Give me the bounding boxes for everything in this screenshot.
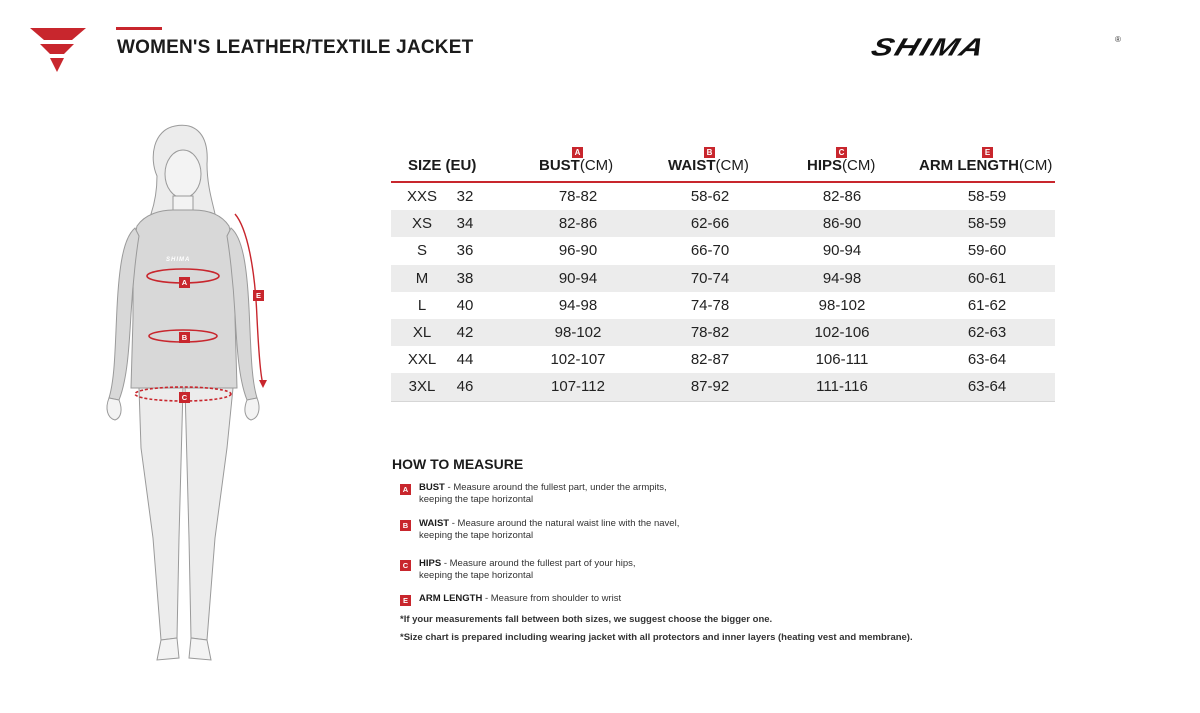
size-letter: XXS bbox=[406, 188, 437, 205]
measure-text-hips: HIPS - Measure around the fullest part of your hips, keeping the tape horizontal bbox=[419, 558, 636, 581]
measure-text-waist: WAIST - Measure around the natural waist line with the navel, keeping the tape horizontal bbox=[419, 518, 680, 541]
bust-value: 78-82 bbox=[558, 188, 598, 205]
brand-logo bbox=[867, 33, 1127, 66]
figure-marker-bust: A bbox=[179, 277, 190, 288]
column-header-arm-length: ARM LENGTH(CM) bbox=[919, 157, 1053, 174]
size-eu: 40 bbox=[456, 296, 474, 314]
hips-value: 102-106 bbox=[814, 323, 870, 341]
waist-value: 87-92 bbox=[690, 378, 730, 396]
table-row bbox=[391, 373, 1055, 401]
hips-value: 86-90 bbox=[822, 215, 862, 233]
table-row bbox=[391, 237, 1055, 264]
arm-length-value: 63-64 bbox=[967, 351, 1007, 369]
table-row bbox=[391, 265, 1055, 292]
size-eu: 38 bbox=[456, 269, 474, 287]
waist-value: 62-66 bbox=[690, 215, 730, 233]
size-chart-table bbox=[391, 135, 1055, 402]
brand-wordmark: SHIMA bbox=[867, 33, 991, 62]
bust-value: 94-98 bbox=[558, 296, 598, 314]
size-letter: 3XL bbox=[408, 378, 436, 396]
column-badge-bust: A bbox=[572, 147, 583, 158]
measure-text-arm-length: ARM LENGTH - Measure from shoulder to wrist bbox=[419, 593, 622, 604]
arm-length-value: 58-59 bbox=[967, 188, 1007, 205]
measure-text-bust: BUST - Measure around the fullest part, under the armpits, keeping the tape horizontal bbox=[419, 482, 667, 505]
arm-length-value: 60-61 bbox=[967, 269, 1007, 287]
waist-value: 82-87 bbox=[690, 351, 730, 369]
table-row bbox=[391, 346, 1055, 373]
bust-value: 90-94 bbox=[558, 269, 598, 287]
size-letter: XS bbox=[411, 215, 432, 233]
size-letter: L bbox=[417, 296, 427, 314]
measure-badge-waist: B bbox=[400, 520, 411, 531]
measure-badge-bust: A bbox=[400, 484, 411, 495]
column-badge-arm-length: E bbox=[982, 147, 993, 158]
size-eu: 46 bbox=[456, 378, 474, 396]
size-letter: S bbox=[416, 242, 427, 260]
arm-length-value: 62-63 bbox=[967, 323, 1007, 341]
figure-marker-waist: B bbox=[179, 332, 190, 343]
waist-value: 78-82 bbox=[690, 323, 730, 341]
brand-logo-mark-icon bbox=[30, 28, 88, 74]
figure-marker-hips: C bbox=[179, 392, 190, 403]
waist-value: 70-74 bbox=[690, 269, 730, 287]
hips-value: 94-98 bbox=[822, 269, 862, 287]
column-badge-hips: C bbox=[836, 147, 847, 158]
header-accent-line bbox=[116, 27, 162, 30]
size-eu: 42 bbox=[456, 323, 474, 341]
bust-value: 107-112 bbox=[551, 378, 605, 396]
bust-value: 82-86 bbox=[558, 215, 598, 233]
table-row bbox=[391, 319, 1055, 346]
size-letter: XXL bbox=[407, 351, 437, 369]
brand-registered-mark: ® bbox=[1115, 35, 1121, 44]
how-to-measure-title: HOW TO MEASURE bbox=[392, 456, 524, 472]
arm-length-value: 59-60 bbox=[967, 242, 1007, 260]
arm-length-value: 61-62 bbox=[967, 296, 1007, 314]
body-figure-illustration bbox=[95, 118, 295, 678]
column-header-hips: HIPS(CM) bbox=[807, 157, 876, 174]
hips-value: 82-86 bbox=[822, 188, 862, 205]
table-row bbox=[391, 292, 1055, 319]
column-header-bust: BUST(CM) bbox=[539, 157, 614, 174]
column-header-size: SIZE (EU) bbox=[408, 157, 477, 174]
table-header bbox=[391, 135, 1055, 183]
measure-badge-hips: C bbox=[400, 560, 411, 571]
size-eu: 36 bbox=[456, 242, 474, 260]
arm-length-value: 58-59 bbox=[967, 215, 1007, 233]
waist-value: 74-78 bbox=[690, 296, 730, 314]
waist-value: 58-62 bbox=[690, 188, 730, 205]
size-eu: 32 bbox=[456, 188, 474, 205]
hips-value: 98-102 bbox=[818, 296, 866, 314]
note-size-chart-layers: *Size chart is prepared including wearing jacket with all protectors and inner layers (heating vest and membrane). bbox=[400, 632, 913, 643]
figure-chest-logo: SHIMA bbox=[166, 257, 191, 263]
arm-length-value: 63-64 bbox=[967, 378, 1007, 396]
size-eu: 44 bbox=[456, 351, 474, 369]
column-header-waist: WAIST(CM) bbox=[668, 157, 749, 174]
table-row bbox=[391, 183, 1055, 210]
size-eu: 34 bbox=[456, 215, 474, 233]
table-row bbox=[391, 210, 1055, 237]
column-badge-waist: B bbox=[704, 147, 715, 158]
page-title: WOMEN'S LEATHER/TEXTILE JACKET bbox=[117, 37, 474, 58]
hips-value: 111-116 bbox=[816, 378, 868, 396]
hips-value: 90-94 bbox=[822, 242, 862, 260]
figure-marker-arm-length: E bbox=[253, 290, 264, 301]
note-between-sizes: *If your measurements fall between both sizes, we suggest choose the bigger one. bbox=[400, 614, 773, 625]
size-letter: M bbox=[415, 269, 429, 287]
bust-value: 102-107 bbox=[550, 351, 606, 369]
bust-value: 96-90 bbox=[558, 242, 598, 260]
measure-badge-arm-length: E bbox=[400, 595, 411, 606]
size-letter: XL bbox=[412, 323, 432, 341]
hips-value: 106-111 bbox=[815, 351, 869, 369]
waist-value: 66-70 bbox=[690, 242, 730, 260]
bust-value: 98-102 bbox=[554, 323, 602, 341]
